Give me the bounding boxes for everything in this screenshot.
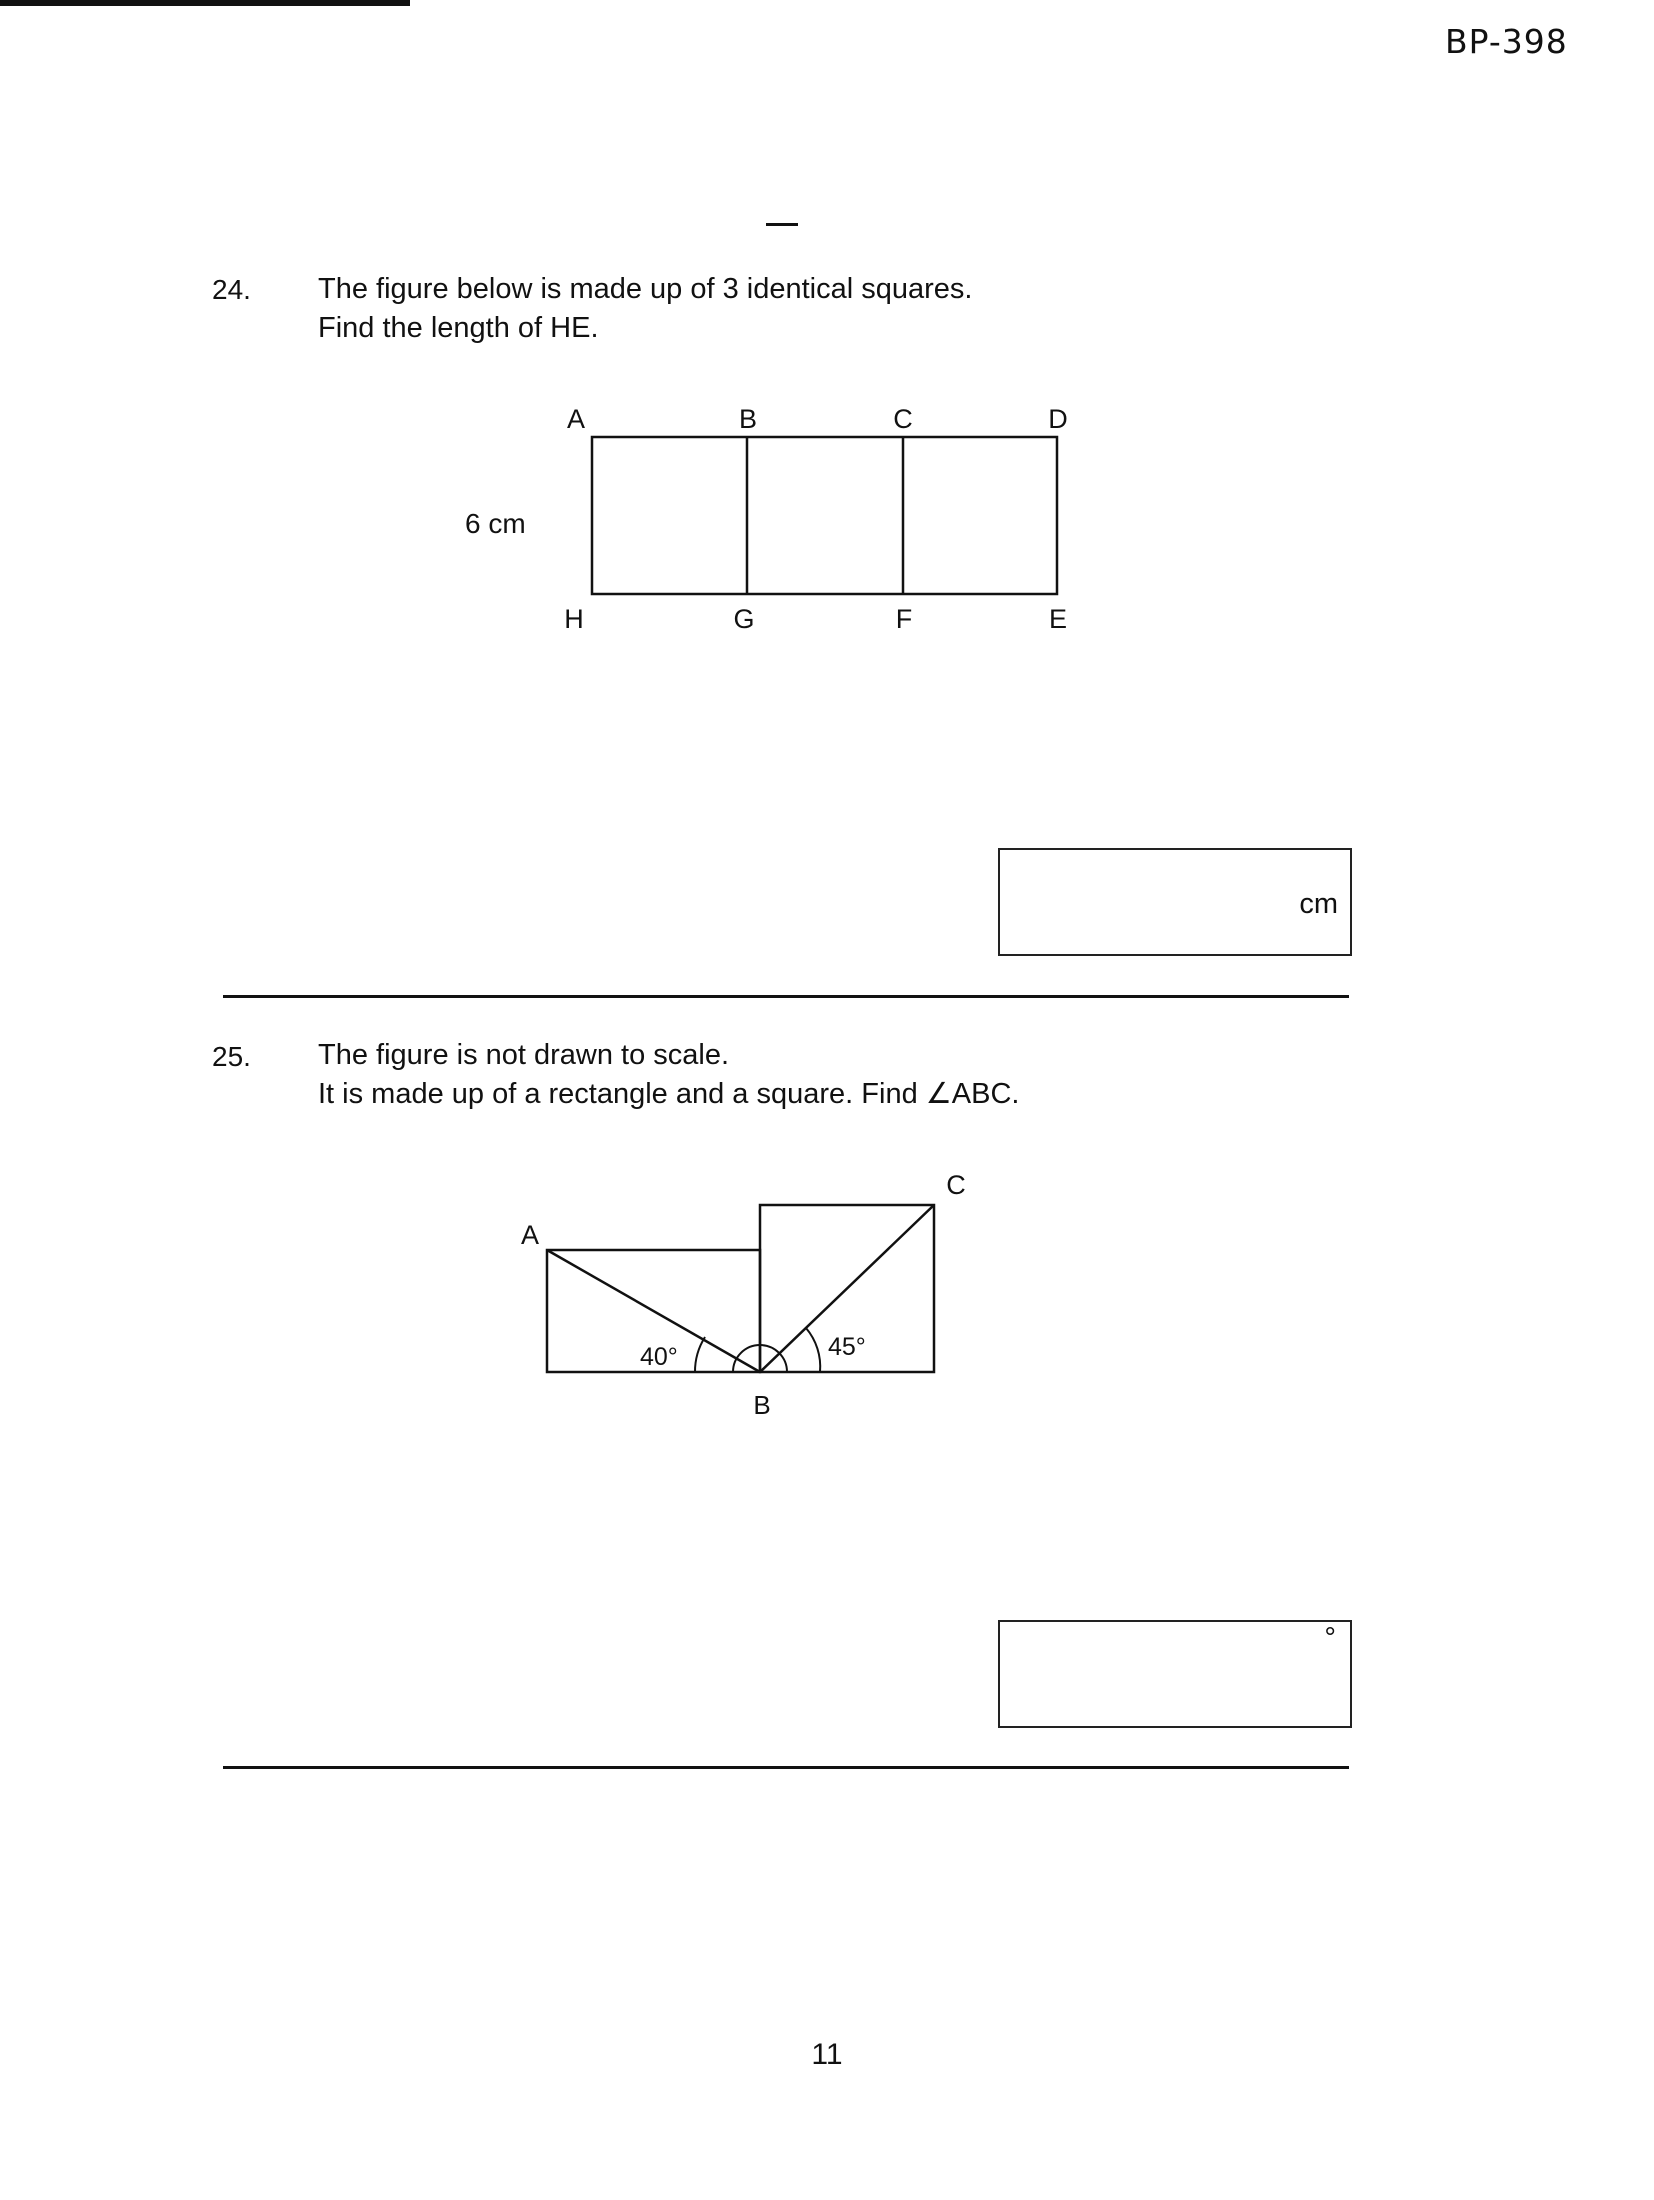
point-c-label: C — [893, 404, 913, 434]
answer-unit-cm: cm — [1299, 888, 1338, 920]
question-24-line-1: The figure below is made up of 3 identical squares. — [318, 273, 973, 305]
angle-arc-45 — [806, 1328, 820, 1372]
top-edge-bar — [0, 0, 410, 6]
question-24-number: 24. — [212, 274, 251, 305]
question-25-line-1: The figure is not drawn to scale. — [318, 1039, 730, 1071]
question-25-number: 25. — [212, 1041, 251, 1072]
point-h-label: H — [564, 604, 584, 634]
point-d-label: D — [1048, 404, 1068, 434]
point-a-label: A — [566, 404, 586, 434]
outer-rectangle — [592, 437, 1057, 594]
page-number: 11 — [811, 2038, 843, 2071]
point-b-label-25: B — [753, 1390, 771, 1420]
section-divider-2 — [223, 1766, 1349, 1769]
point-c-label-25: C — [946, 1170, 966, 1200]
rectangle-square-figure — [500, 1160, 980, 1430]
answer-box-24[interactable] — [998, 848, 1352, 956]
angle-arc-40 — [695, 1337, 705, 1372]
point-e-label: E — [1048, 604, 1068, 634]
question-25-text — [318, 1036, 1019, 1114]
question-24-text — [318, 270, 972, 348]
point-f-label: F — [895, 604, 913, 634]
separator-dash — [766, 223, 798, 226]
answer-unit-degree: ° — [1324, 1622, 1336, 1654]
section-divider-1 — [223, 995, 1349, 998]
point-b-label: B — [738, 404, 758, 434]
angle-45-label: 45° — [828, 1333, 866, 1361]
question-25-line-2: It is made up of a rectangle and a square. Find ∠ABC. — [318, 1078, 1020, 1110]
point-g-label: G — [733, 604, 755, 634]
point-a-label-25: A — [520, 1220, 540, 1250]
three-squares-figure — [430, 395, 1090, 645]
answer-box-25[interactable] — [998, 1620, 1352, 1728]
question-24-line-2: Find the length of HE. — [318, 312, 599, 344]
paper-code: BP-398 — [1445, 22, 1568, 61]
angle-40-label: 40° — [640, 1343, 678, 1371]
side-length-label: 6 cm — [465, 508, 526, 539]
